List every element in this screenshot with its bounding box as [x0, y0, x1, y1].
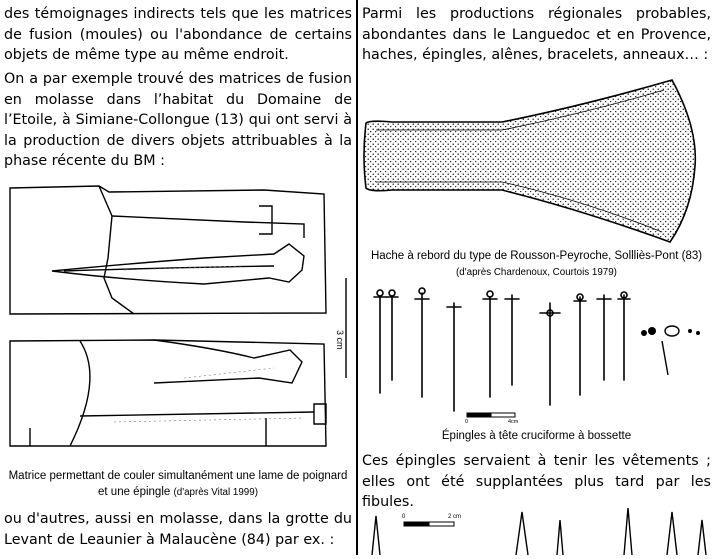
axe-caption-text: Hache à rebord du type de Rousson-Peyroche, Sollliès-Pont (83) [370, 250, 703, 262]
mould-caption-credit: (d'après Vital 1999) [173, 486, 258, 498]
mould-figure [4, 178, 352, 450]
pins-drawing [362, 285, 711, 425]
awls-scale-end: 2 cm [448, 514, 462, 520]
paragraph-intro: des témoignages indirects tels que les matrices de fusion (moules) ou l'abondance de certains objets de même type au même endroit. [4, 6, 352, 63]
column-divider [356, 0, 358, 555]
pins-scale-start: 0 [465, 419, 469, 425]
axe-caption [362, 249, 711, 280]
paragraph-productions: Parmi les productions régionales probables, abondantes dans le Languedoc et en Provence, haches, épingles, alênes, bracelets, anneaux… : [362, 6, 711, 63]
mould-caption [4, 469, 352, 500]
axe-drawing [362, 78, 711, 248]
mould-caption-text: Matrice permettant de couler simultanément une lame de poignard et une épingle [8, 470, 348, 498]
axe-figure [362, 78, 711, 248]
awls-figure [362, 502, 711, 555]
axe-caption-credit: (d'après Chardenoux, Courtois 1979) [456, 266, 617, 278]
paragraph-epingles: Ces épingles servaient à tenir les vêtements ; elles ont été supplantées plus tard par les fibules. [362, 453, 711, 510]
awls-drawing [362, 502, 711, 555]
awls-scale-start: 0 [402, 514, 406, 520]
paragraph-example: On a par exemple trouvé des matrices de fusion en molasse dans l’habitat du Domaine de l’Etoile, à Simiane-Collongue (13) qui ont servi à la production de divers objets attribuables à la phase récente du BM : [4, 71, 352, 169]
mould-drawing [4, 178, 352, 450]
paragraph-grotte: ou d'autres, aussi en molasse, dans la grotte du Levant de Leaunier à Malaucène (84) par ex. : [4, 511, 352, 548]
pins-scale-end: 4cm [508, 419, 519, 425]
pins-caption: Épingles à tête cruciforme à bossette [441, 430, 632, 442]
mould-scale-label: 3 cm [335, 330, 345, 350]
pins-figure [362, 285, 711, 425]
